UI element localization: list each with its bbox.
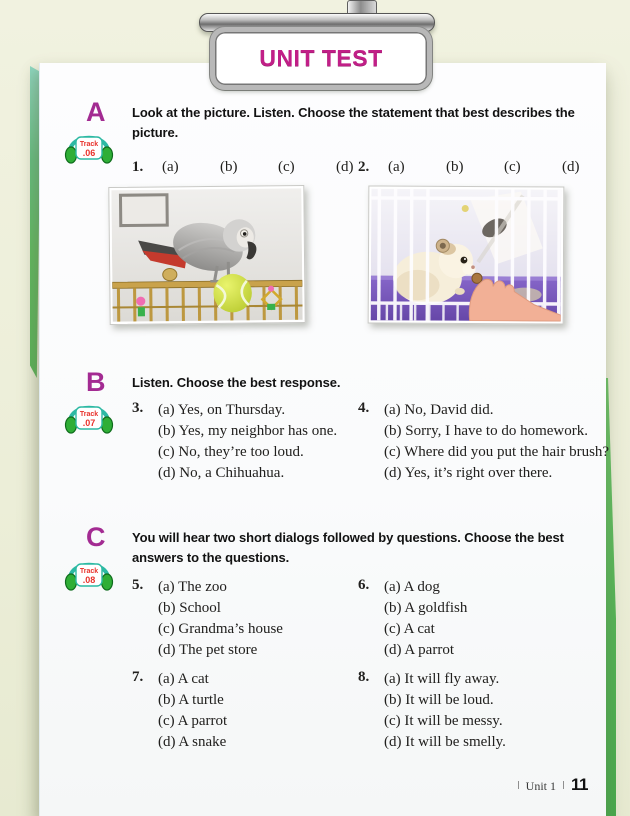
- choice-option: (a): [388, 159, 405, 175]
- answer-option: (b) Yes, my neighbor has one.: [158, 423, 338, 439]
- answer-option: (a) Yes, on Thursday.: [158, 402, 286, 418]
- choice-option: (d): [562, 159, 580, 175]
- section-a-instructions: Look at the picture. Listen. Choose the statement that best describes the picture.: [132, 105, 575, 140]
- question-2-row: [358, 159, 580, 176]
- answer-option: (a) It will fly away.: [384, 671, 500, 687]
- brass-bell: [163, 268, 177, 280]
- clipboard-clip: [0, 0, 630, 90]
- answer-option: (b) Sorry, I have to do homework.: [384, 423, 588, 439]
- page-title: UNIT TEST: [259, 45, 383, 71]
- answer-option: (c) Where did you put the hair brush?: [384, 444, 610, 460]
- question-7: [132, 669, 227, 753]
- test-page: [39, 63, 610, 816]
- page-footer: [518, 775, 588, 795]
- photo-parrot-tennis-ball: [108, 185, 305, 325]
- photo-hamster-cage: [368, 185, 565, 324]
- question-number: 1.: [132, 159, 144, 175]
- choice-option: (d): [336, 159, 354, 175]
- answer-option: (d) No, a Chihuahua.: [158, 465, 285, 481]
- answer-option: (a) No, David did.: [384, 402, 494, 418]
- footer-separator: [563, 781, 564, 789]
- track-number: .06: [82, 148, 96, 158]
- answer-option: (b) A goldfish: [384, 600, 468, 616]
- question-number: 5.: [132, 577, 144, 593]
- answer-option: (a) A cat: [158, 671, 209, 687]
- answer-option: (d) A parrot: [384, 642, 454, 658]
- question-3: [132, 400, 337, 484]
- footer-separator: [518, 781, 519, 789]
- choice-option: (c): [278, 159, 295, 175]
- track-label: Track: [79, 141, 99, 148]
- track-07-headphones-icon: [61, 395, 117, 437]
- track-06-headphones-icon: [61, 125, 117, 167]
- question-number: 6.: [358, 577, 370, 593]
- question-number: 4.: [358, 400, 370, 416]
- section-a-letter: A: [86, 97, 106, 127]
- track-number: .08: [82, 575, 96, 585]
- answer-option: (a) The zoo: [158, 579, 227, 595]
- section-c-letter: C: [86, 522, 106, 552]
- question-number: 7.: [132, 669, 144, 685]
- clip-wire-frame: [210, 27, 432, 90]
- answer-option: (c) A parrot: [158, 713, 228, 729]
- picture-frame: [120, 195, 167, 226]
- section-b-letter: B: [86, 367, 106, 397]
- answer-option: (b) School: [158, 600, 221, 616]
- question-4: [358, 400, 609, 484]
- answer-option: (c) Grandma’s house: [158, 621, 283, 637]
- track-label: Track: [79, 411, 99, 418]
- answer-option: (d) The pet store: [158, 642, 258, 658]
- track-number: .07: [82, 418, 96, 428]
- answer-option: (d) Yes, it’s right over there.: [384, 465, 553, 481]
- answer-option: (c) No, they’re too loud.: [158, 444, 304, 460]
- answer-option: (b) It will be loud.: [384, 692, 494, 708]
- track-label: Track: [79, 568, 99, 575]
- footer-unit-label: Unit 1: [525, 779, 557, 793]
- answer-option: (c) A cat: [384, 621, 435, 637]
- section-b-instructions: Listen. Choose the best response.: [132, 375, 341, 390]
- answer-option: (c) It will be messy.: [384, 713, 503, 729]
- answer-option: (d) A snake: [158, 734, 227, 750]
- answer-option: (d) It will be smelly.: [384, 734, 506, 750]
- question-number: 8.: [358, 669, 370, 685]
- track-08-headphones-icon: [61, 552, 117, 594]
- question-5: [132, 577, 283, 661]
- choice-option: (b): [446, 159, 464, 175]
- section-c-instructions: You will hear two short dialogs followed by questions. Choose the best answers to the questions.: [132, 530, 564, 565]
- question-number: 3.: [132, 400, 144, 416]
- choice-option: (c): [504, 159, 521, 175]
- treat: [472, 273, 482, 283]
- choice-option: (b): [220, 159, 238, 175]
- question-number: 2.: [358, 159, 370, 175]
- page-number: 11: [571, 775, 588, 794]
- question-8: [358, 669, 506, 753]
- answer-option: (a) A dog: [384, 579, 440, 595]
- choice-option: (a): [162, 159, 179, 175]
- question-1-row: [132, 159, 354, 176]
- answer-option: (b) A turtle: [158, 692, 224, 708]
- question-6: [358, 577, 467, 661]
